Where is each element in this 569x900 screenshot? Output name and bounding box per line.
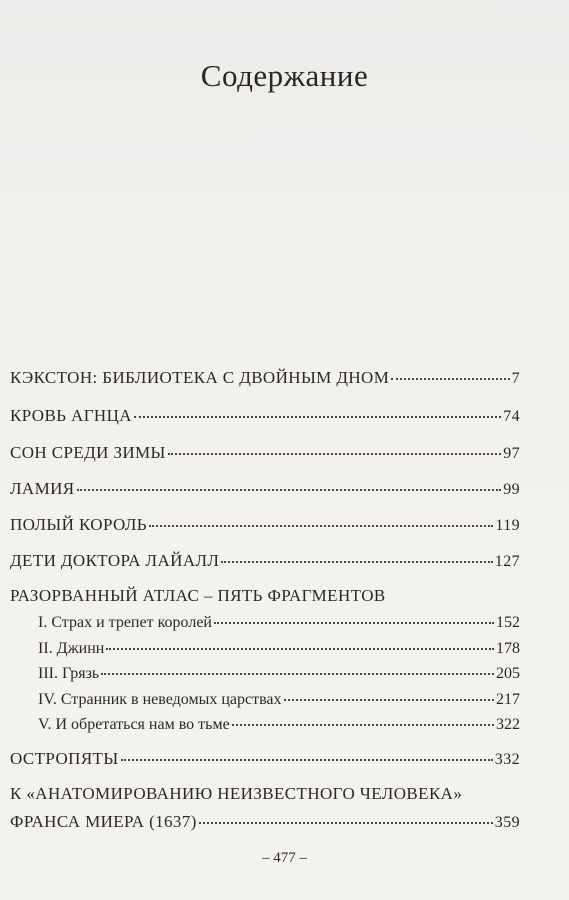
- toc-entry-label: СОН СРЕДИ ЗИМЫ: [10, 443, 166, 462]
- leader-dots: [134, 415, 501, 418]
- leader-dots: [221, 560, 492, 563]
- toc-entry-page: 322: [496, 716, 520, 733]
- toc-entry-hollow-king: [10, 515, 520, 539]
- toc-entry-label: II. Джинн: [38, 640, 105, 657]
- leader-dots: [101, 672, 494, 675]
- toc-entry-page: 127: [494, 553, 520, 570]
- leader-dots: [106, 647, 494, 650]
- toc-subentry-atlas-3: [38, 665, 520, 689]
- toc-entry-label: V. И обретаться нам во тьме: [38, 716, 230, 733]
- toc-entry-winter-dream: [10, 443, 520, 467]
- toc-entry-lyall-children: [10, 551, 520, 575]
- toc-subentry-atlas-4: [38, 691, 520, 715]
- toc-entry-label: ДЕТИ ДОКТОРА ЛАЙАЛЛ: [10, 551, 220, 570]
- toc-entry-label: КРОВЬ АГНЦА: [10, 406, 132, 425]
- toc-entry-lamb-blood: [10, 406, 520, 430]
- toc-subentry-atlas-2: [38, 640, 520, 664]
- toc-subentry-atlas-1: [38, 614, 520, 638]
- toc-entry-page: 74: [503, 408, 520, 425]
- toc-entry-page: 97: [503, 445, 520, 462]
- toc-entry-label: ЛАМИЯ: [10, 479, 75, 498]
- leader-dots: [199, 821, 493, 824]
- leader-dots: [214, 621, 494, 624]
- toc-entry-page: 119: [495, 517, 520, 534]
- toc-subentry-atlas-5: [38, 716, 520, 740]
- leader-dots: [168, 452, 501, 455]
- toc-section-atlas: РАЗОРВАННЫЙ АТЛАС – ПЯТЬ ФРАГМЕНТОВ: [10, 586, 386, 605]
- toc-entry-lamia: [10, 479, 520, 503]
- toc-entry-anatomy-line1: К «АНАТОМИРОВАНИЮ НЕИЗВЕСТНОГО ЧЕЛОВЕКА»: [10, 784, 463, 803]
- toc-entry-label: I. Страх и трепет королей: [38, 614, 212, 631]
- toc-entry-label: КЭКСТОН: БИБЛИОТЕКА С ДВОЙНЫМ ДНОМ: [10, 368, 390, 387]
- toc-entry-ostropyaty: [10, 749, 520, 773]
- toc-entry-page: 99: [503, 481, 520, 498]
- toc-entry-anatomy: [10, 812, 520, 836]
- leader-dots: [121, 758, 493, 761]
- leader-dots: [149, 524, 493, 527]
- toc-entry-page: 7: [511, 370, 520, 387]
- toc-entry-label: ОСТРОПЯТЫ: [10, 749, 119, 768]
- toc-entry-label: ФРАНСА МИЕРА (1637): [10, 812, 197, 831]
- page-number: – 477 –: [262, 850, 307, 866]
- toc-entry-label: ПОЛЫЙ КОРОЛЬ: [10, 515, 147, 534]
- toc-entry-caxton: [10, 368, 520, 392]
- toc-entry-label: IV. Странник в неведомых царствах: [38, 691, 282, 708]
- toc-entry-page: 359: [494, 814, 520, 831]
- page-title: Содержание: [200, 58, 369, 93]
- leader-dots: [391, 377, 509, 380]
- leader-dots: [284, 698, 494, 701]
- toc-entry-page: 178: [496, 640, 520, 657]
- leader-dots: [232, 723, 494, 726]
- toc-entry-page: 152: [496, 614, 520, 631]
- toc-entry-page: 217: [496, 691, 520, 708]
- toc-entry-page: 332: [494, 751, 520, 768]
- toc-entry-page: 205: [496, 665, 520, 682]
- leader-dots: [77, 488, 502, 491]
- toc-entry-label: III. Грязь: [38, 665, 100, 682]
